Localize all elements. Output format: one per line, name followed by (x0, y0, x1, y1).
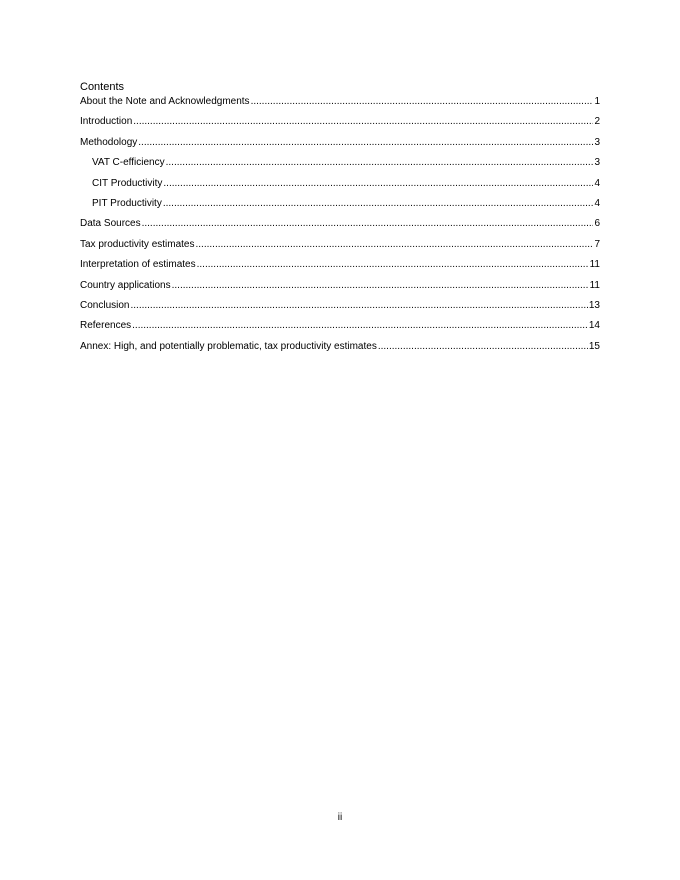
toc-entry-page: 7 (594, 238, 600, 250)
toc-dot-leader (130, 299, 587, 313)
toc-entry-title: Introduction (80, 116, 133, 128)
toc-dot-leader (163, 177, 593, 191)
toc-dot-leader (163, 197, 594, 211)
toc-subentry[interactable] (80, 197, 600, 217)
toc-entry-title: CIT Productivity (92, 177, 163, 189)
toc-dot-leader (133, 115, 593, 129)
toc-entry[interactable] (80, 340, 600, 360)
toc-dot-leader (132, 319, 588, 333)
toc-dot-leader (197, 258, 589, 272)
toc-dot-leader (142, 217, 594, 231)
toc-dot-leader (172, 279, 589, 293)
toc-entry-page: 6 (594, 218, 600, 230)
toc-entry-page: 11 (589, 259, 600, 271)
toc-entry-title: References (80, 320, 132, 332)
toc-entry-page: 15 (588, 340, 600, 352)
toc-entry-title: VAT C-efficiency (92, 157, 165, 169)
toc-entry-page: 1 (594, 96, 600, 107)
toc-entry-title: Tax productivity estimates (80, 238, 195, 250)
toc-entry[interactable] (80, 279, 600, 299)
toc-entry[interactable] (80, 258, 600, 278)
toc-entry-page: 2 (594, 116, 600, 128)
page-number: ii (337, 812, 343, 823)
toc-entry[interactable] (80, 115, 600, 135)
toc-subentry[interactable] (80, 156, 600, 176)
toc-entry[interactable] (80, 95, 600, 115)
toc-dot-leader (138, 136, 593, 150)
toc-entry-title: PIT Productivity (92, 197, 162, 209)
toc-entry[interactable] (80, 299, 600, 319)
toc-entry-title: Data Sources (80, 218, 141, 230)
toc-entry[interactable] (80, 217, 600, 237)
toc-subentry[interactable] (80, 177, 600, 197)
toc-entry-title: Interpretation of estimates (80, 259, 196, 271)
toc-entry-page: 3 (594, 136, 600, 148)
toc-entry-page: 13 (588, 299, 600, 311)
toc-entry-title: Methodology (80, 136, 138, 148)
toc-entry-page: 4 (594, 197, 600, 209)
toc-entry-title: About the Note and Acknowledgments (80, 96, 250, 107)
toc-entry-page: 4 (594, 177, 600, 189)
toc-entry-title: Country applications (80, 279, 171, 291)
toc-dot-leader (378, 340, 588, 354)
toc-dot-leader (196, 238, 594, 252)
toc-entry-page: 3 (594, 157, 600, 169)
toc-dot-leader (251, 95, 594, 109)
table-of-contents (80, 95, 600, 360)
toc-entry-title: Annex: High, and potentially problematic, tax productivity estimates (80, 340, 377, 352)
toc-heading: Contents (80, 81, 125, 93)
toc-entry-title: Conclusion (80, 299, 130, 311)
toc-entry[interactable] (80, 136, 600, 156)
toc-entry-page: 11 (589, 279, 600, 291)
toc-entry[interactable] (80, 238, 600, 258)
toc-entry[interactable] (80, 319, 600, 339)
toc-entry-page: 14 (588, 320, 600, 332)
toc-dot-leader (166, 156, 594, 170)
